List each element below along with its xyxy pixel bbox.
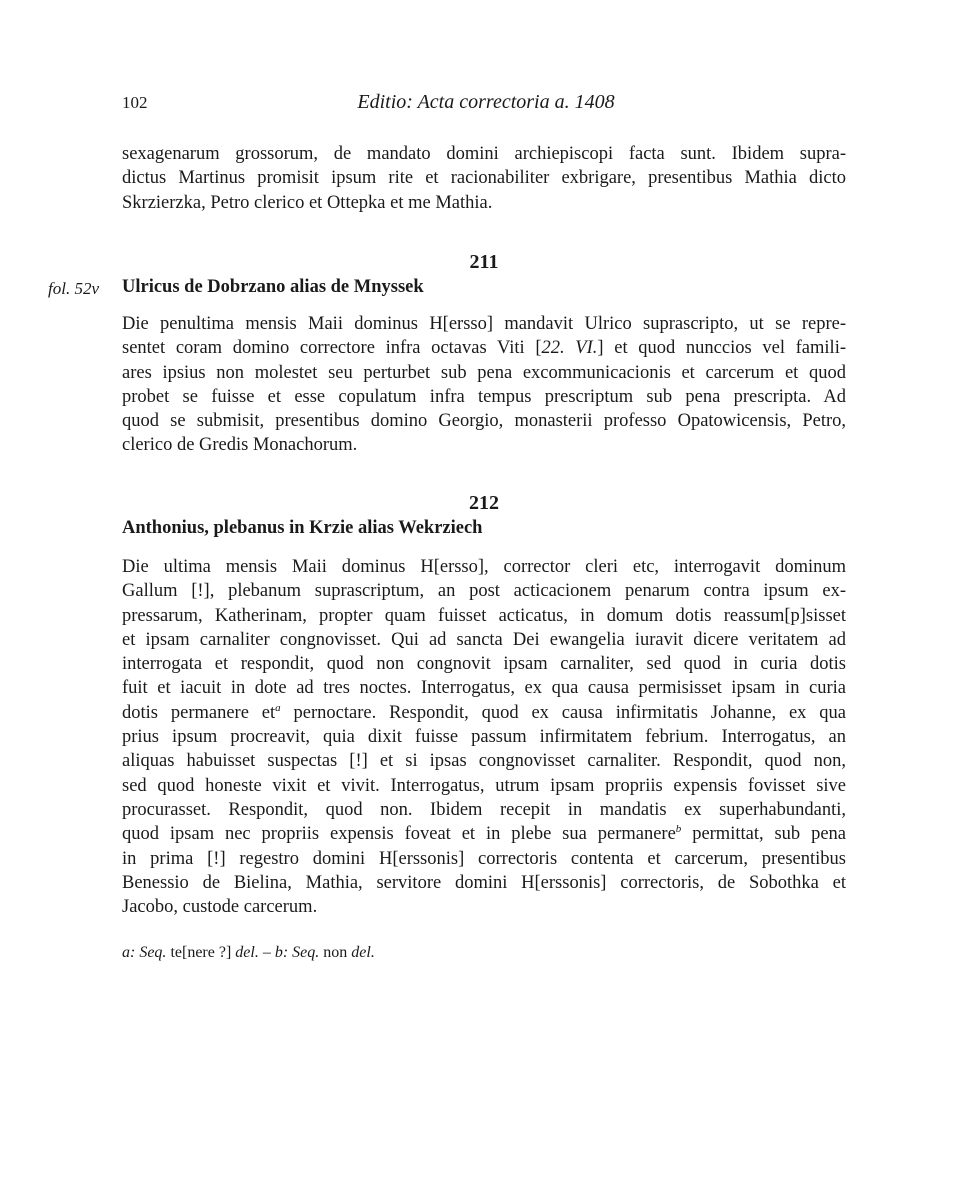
- text-line: [122, 822, 846, 846]
- date-note: 22. VI.: [541, 338, 598, 359]
- text-line: ares ipsius non molestet seu perturbet sub pena excommunicacionis et carcerum et quod: [122, 362, 846, 383]
- footnote-text-b: non: [319, 944, 352, 961]
- text-line: procurasset. Respondit, quod non. Ibidem recepit in mandatis ex superhabundanti,: [122, 799, 846, 820]
- footnote-del-a: del.: [235, 944, 259, 961]
- footnote-separator: –: [258, 944, 275, 961]
- footnote-label-b: b: Seq.: [274, 944, 320, 961]
- footnote-marker-b: b: [675, 823, 682, 836]
- text-line: interrogata et respondit, quod non congnovit ipsam carnaliter, sed quod in curia dotis: [122, 654, 846, 675]
- entry-212-paragraph: [122, 555, 846, 919]
- text-line: in prima [!] regestro domini H[erssonis] correctoris contenta et carcerum, presentibus: [122, 848, 846, 869]
- entry-title-212: Anthonius, plebanus in Krzie alias Wekrziech: [122, 518, 483, 538]
- text-line: Benessio de Bielina, Mathia, servitore domini H[erssonis] correctoris, de Sobothka et: [122, 872, 846, 893]
- text-segment: sentet coram domino correctore infra octavas Viti [: [122, 338, 542, 359]
- footnote-label-a: a: Seq.: [122, 944, 167, 961]
- page-number: 102: [122, 93, 148, 112]
- text-segment: ] et quod nunccios vel famili-: [597, 338, 846, 359]
- entry-number-212: 212: [469, 492, 499, 514]
- text-line: probet se fuisse et esse copulatum infra tempus prescriptum sub pena prescripta. Ad: [122, 386, 846, 407]
- text-line: prius ipsum procreavit, quia dixit fuisse passum infirmitatem febrium. Interrogatus, an: [122, 727, 846, 748]
- text-line: Gallum [!], plebanum suprascriptum, an post acticacionem penarum contra ipsum ex-: [122, 581, 846, 602]
- text-line: Jacobo, custode carcerum.: [122, 897, 318, 918]
- text-segment: dotis permanere et: [122, 702, 276, 723]
- text-line: [122, 336, 846, 360]
- text-segment: permittat, sub pena: [681, 824, 847, 845]
- text-segment: pernoctare. Respondit, quod ex causa infirmitatis Johanne, ex qua: [280, 702, 847, 723]
- text-line: sexagenarum grossorum, de mandato domini archiepiscopi facta sunt. Ibidem supra-: [122, 144, 846, 164]
- running-title: Editio: Acta correctoria a. 1408: [357, 91, 615, 113]
- text-line: sed quod honeste vixit et vivit. Interrogatus, utrum ipsam propriis expensis fovisset sive: [122, 775, 846, 796]
- text-line: [122, 701, 846, 725]
- text-line: fuit et iacuit in dote ad tres noctes. Interrogatus, ex qua causa permisisset ipsam in curia: [122, 678, 846, 699]
- text-line: et ipsam carnaliter congnovisset. Qui ad sancta Dei ewangelia iuravit dicere veritatem ad: [122, 629, 846, 650]
- entry-211-paragraph: [122, 312, 846, 458]
- text-line: dictus Martinus promisit ipsum rite et racionabiliter exbrigare, presentibus Mathia dicto: [122, 168, 846, 189]
- text-line: quod se submisit, presentibus domino Georgio, monasterii professo Opatowicensis, Petro,: [122, 411, 846, 432]
- text-segment: quod ipsam nec propriis expensis foveat et in plebe sua permanere: [122, 824, 676, 845]
- intro-paragraph: [122, 142, 846, 215]
- text-line: Die penultima mensis Maii dominus H[ersso] mandavit Ulrico suprascripto, ut se repre-: [122, 314, 846, 334]
- footnotes: [122, 944, 375, 962]
- entry-title-211: Ulricus de Dobrzano alias de Mnyssek: [122, 277, 424, 297]
- entry-number-211: 211: [469, 251, 499, 273]
- folio-marginal-note: fol. 52v: [48, 279, 99, 298]
- text-line: Die ultima mensis Maii dominus H[ersso], corrector cleri etc, interrogavit dominum: [122, 557, 846, 577]
- text-line: pressarum, Katherinam, propter quam fuisset acticatus, in domum dotis reassum[p]sisset: [122, 605, 846, 626]
- text-line: Skrzierzka, Petro clerico et Ottepka et me Mathia.: [122, 192, 493, 213]
- footnote-del-b: del.: [351, 944, 375, 961]
- text-line: aliquas habuisset suspectas [!] et si ipsas congnovisset carnaliter. Respondit, quod non,: [122, 751, 846, 772]
- footnote-text-a: te[nere ?]: [166, 944, 236, 961]
- text-line: clerico de Gredis Monachorum.: [122, 435, 358, 456]
- footnote-marker-a: a: [275, 701, 281, 714]
